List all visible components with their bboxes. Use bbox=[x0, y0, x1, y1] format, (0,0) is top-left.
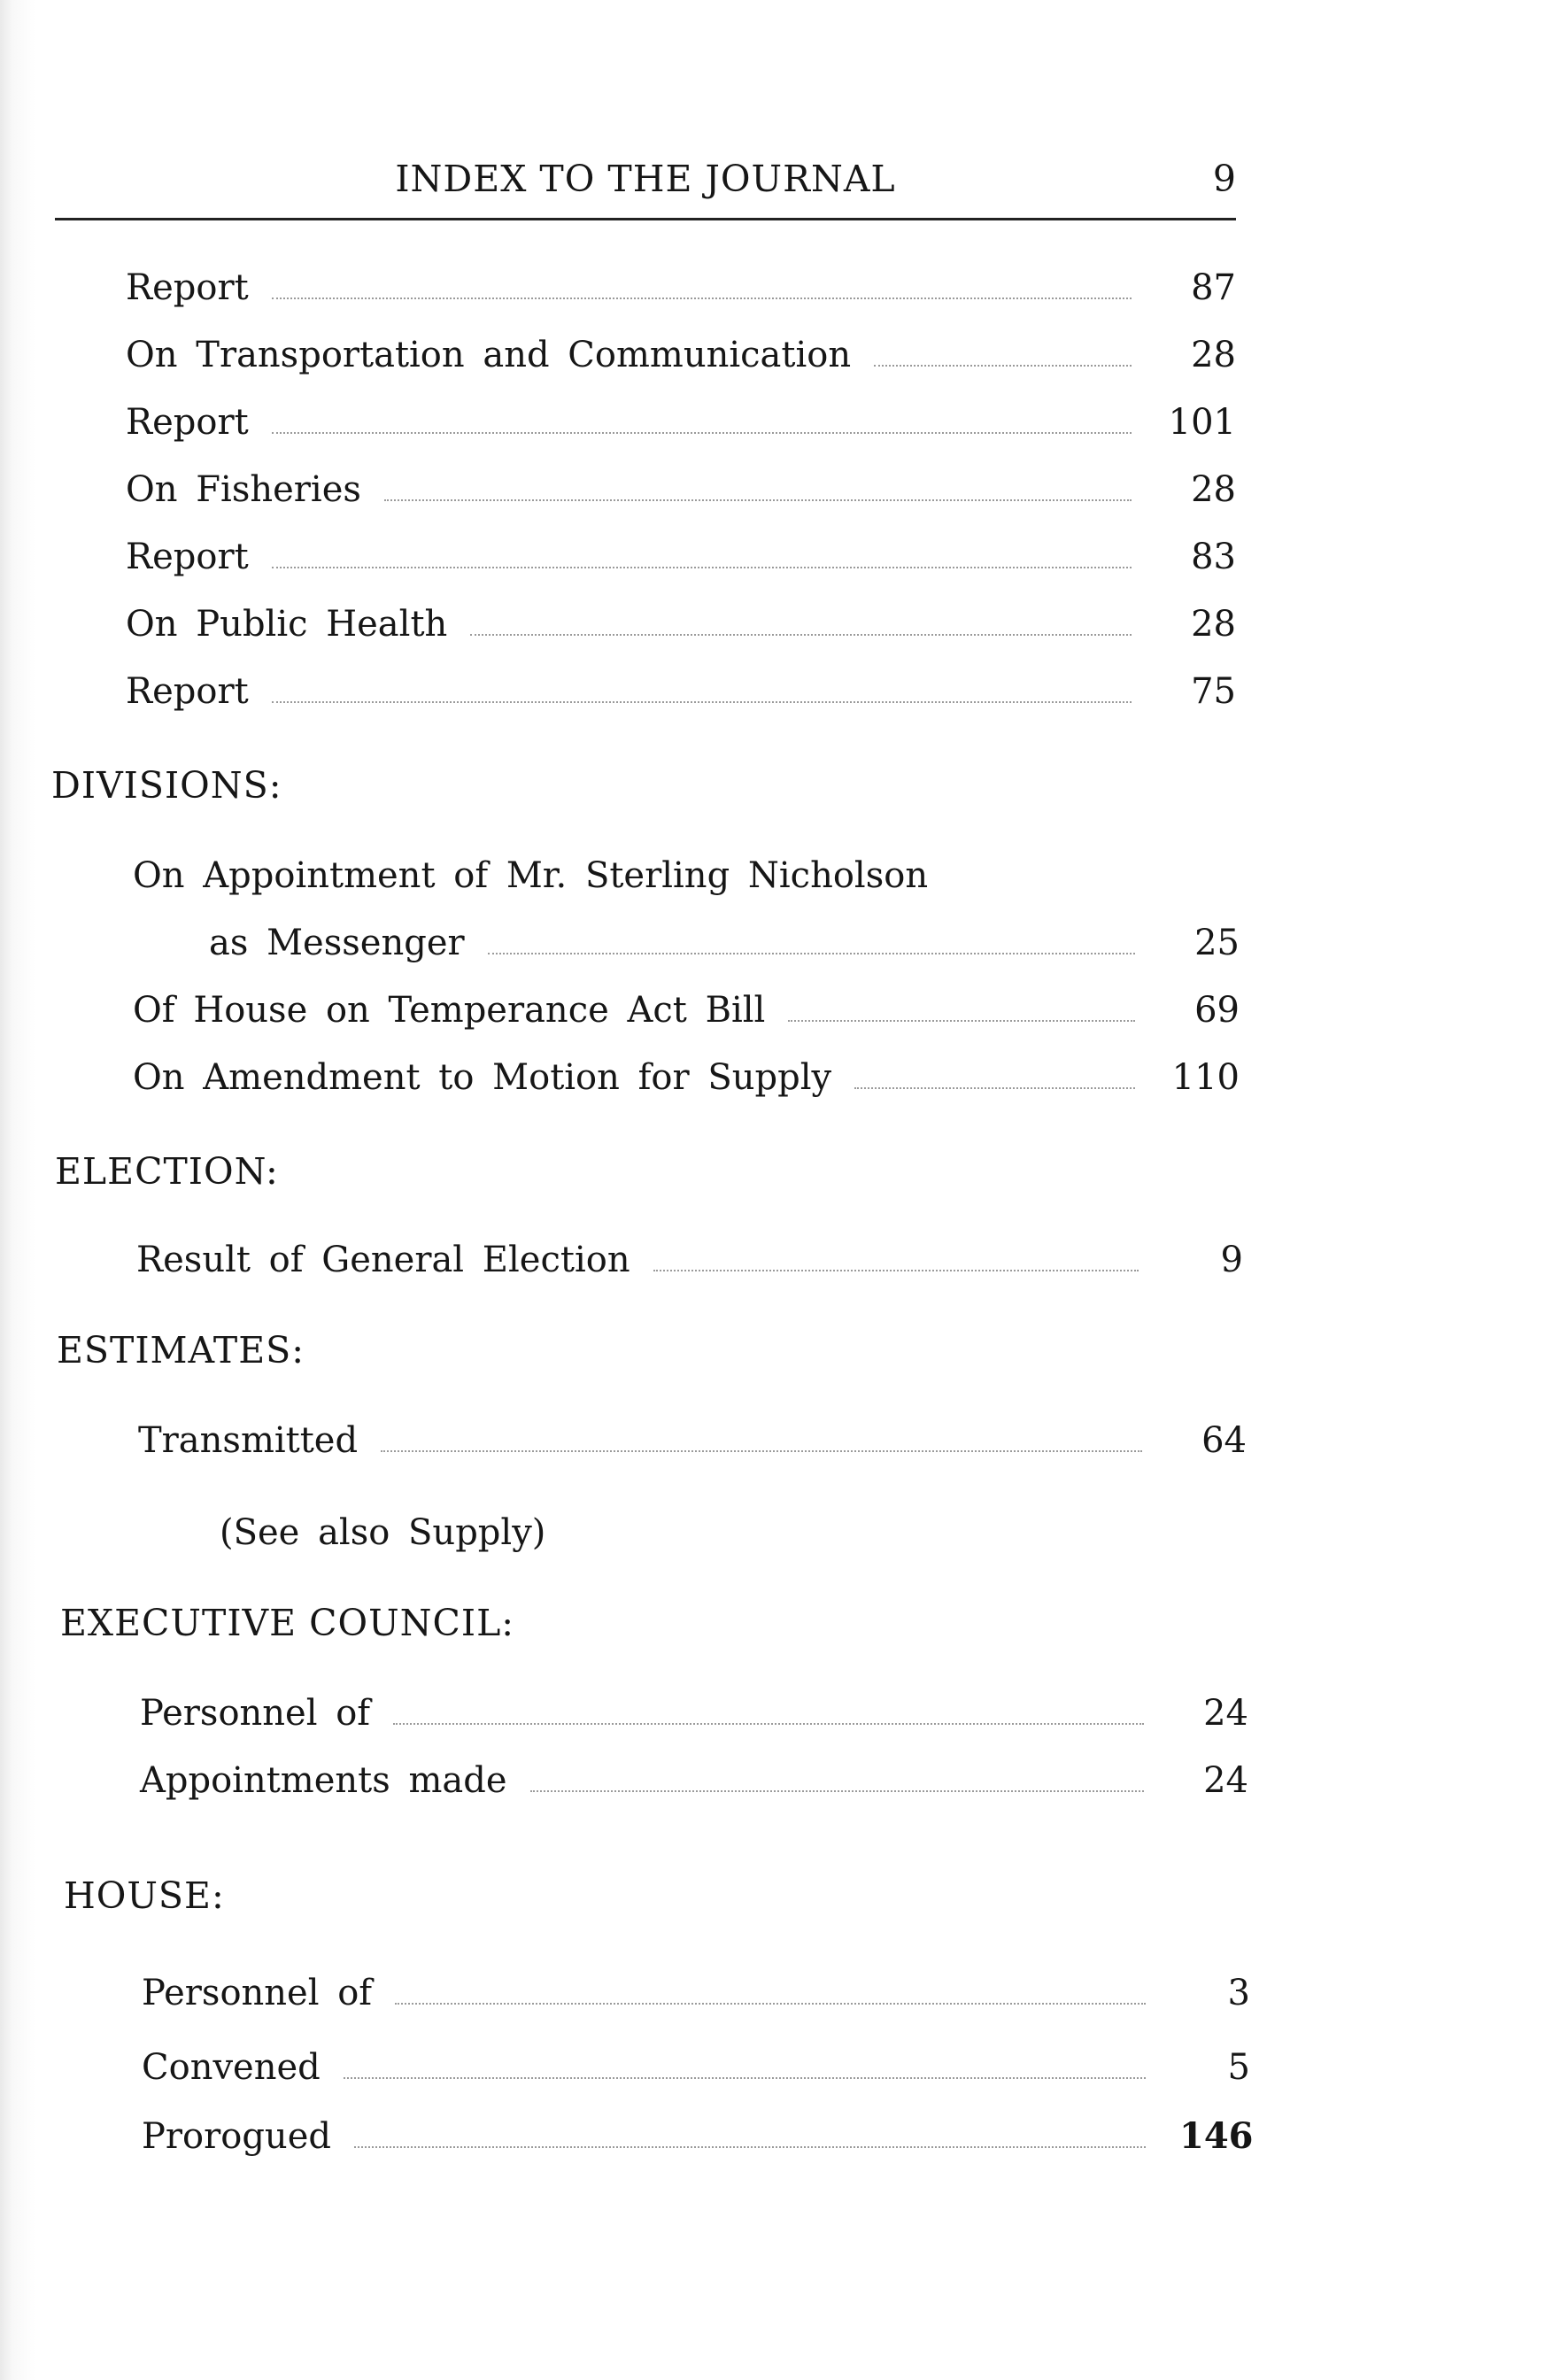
index-entry bbox=[142, 2114, 1254, 2159]
entry-label: Report bbox=[126, 267, 249, 308]
dot-leader bbox=[470, 632, 1132, 636]
index-entry bbox=[136, 1238, 1243, 1282]
section-heading-election: ELECTION: bbox=[55, 1150, 279, 1193]
dot-leader bbox=[874, 363, 1132, 367]
entry-label: Of House on Temperance Act Bill bbox=[133, 990, 766, 1031]
see-also-note: (See also Supply) bbox=[220, 1512, 546, 1553]
index-entry bbox=[133, 1055, 1240, 1100]
entry-label: Report bbox=[126, 402, 249, 443]
entry-page: 69 bbox=[1194, 990, 1240, 1031]
entry-label: On Fisheries bbox=[126, 469, 361, 510]
entry-page: 24 bbox=[1203, 1760, 1248, 1801]
entry-page: 5 bbox=[1227, 2047, 1250, 2088]
page-number: 9 bbox=[1212, 158, 1236, 200]
index-entry bbox=[133, 988, 1240, 1032]
entry-label: as Messenger bbox=[209, 923, 465, 963]
entry-page: 64 bbox=[1201, 1420, 1247, 1461]
section-heading-house: HOUSE: bbox=[64, 1874, 225, 1917]
dot-leader bbox=[653, 1268, 1139, 1271]
entry-page: 28 bbox=[1191, 469, 1236, 510]
section-heading-divisions: DIVISIONS: bbox=[51, 764, 282, 807]
dot-leader bbox=[488, 951, 1135, 954]
running-head bbox=[55, 158, 1236, 204]
entry-label: Result of General Election bbox=[136, 1240, 630, 1280]
entry-label: Transmitted bbox=[138, 1420, 359, 1461]
dot-leader bbox=[530, 1789, 1144, 1792]
dot-leader bbox=[272, 565, 1132, 568]
entry-page: 24 bbox=[1203, 1693, 1248, 1734]
entry-label: On Amendment to Motion for Supply bbox=[133, 1057, 832, 1098]
index-entry bbox=[126, 535, 1236, 579]
dot-leader bbox=[272, 430, 1132, 434]
entry-label: Personnel of bbox=[142, 1973, 373, 2013]
dot-leader bbox=[393, 1721, 1144, 1725]
entry-page: 9 bbox=[1220, 1240, 1243, 1280]
entry-label: On Transportation and Communication bbox=[126, 335, 852, 375]
index-entry bbox=[126, 400, 1236, 444]
entry-page: 146 bbox=[1179, 2115, 1254, 2157]
index-entry bbox=[126, 333, 1236, 377]
index-entry bbox=[138, 1418, 1247, 1463]
dot-leader bbox=[788, 1018, 1135, 1022]
dot-leader bbox=[381, 1449, 1142, 1452]
header-rule bbox=[55, 218, 1236, 220]
entry-page: 3 bbox=[1227, 1973, 1250, 2013]
index-entry bbox=[142, 2045, 1250, 2090]
entry-page: 101 bbox=[1168, 402, 1236, 443]
index-entry bbox=[126, 468, 1236, 512]
dot-leader bbox=[272, 699, 1132, 703]
entry-label: Report bbox=[126, 537, 249, 577]
entry-label: Prorogued bbox=[142, 2116, 331, 2157]
index-entry bbox=[126, 266, 1236, 310]
section-heading-executive-council: EXECUTIVE COUNCIL: bbox=[60, 1602, 515, 1644]
dot-leader bbox=[854, 1086, 1135, 1089]
dot-leader bbox=[344, 2075, 1146, 2079]
dot-leader bbox=[272, 296, 1132, 299]
index-entry bbox=[209, 921, 1240, 965]
dot-leader bbox=[354, 2144, 1146, 2148]
entry-page: 83 bbox=[1191, 537, 1236, 577]
entry-page: 28 bbox=[1191, 604, 1236, 645]
section-heading-estimates: ESTIMATES: bbox=[57, 1329, 305, 1372]
entry-first-line: On Appointment of Mr. Sterling Nicholson bbox=[133, 855, 929, 896]
entry-label: Appointments made bbox=[140, 1760, 507, 1801]
index-entry bbox=[140, 1758, 1248, 1803]
entry-label: On Public Health bbox=[126, 604, 448, 645]
entry-page: 25 bbox=[1194, 923, 1240, 963]
index-entry bbox=[126, 669, 1236, 714]
entry-page: 75 bbox=[1191, 671, 1236, 712]
entry-label: Report bbox=[126, 671, 249, 712]
dot-leader bbox=[395, 2001, 1146, 2005]
entry-page: 110 bbox=[1171, 1057, 1240, 1098]
running-title: INDEX TO THE JOURNAL bbox=[395, 158, 896, 200]
index-entry bbox=[126, 602, 1236, 646]
index-entry bbox=[142, 1971, 1250, 2015]
entry-label: Convened bbox=[142, 2047, 321, 2088]
entry-page: 87 bbox=[1191, 267, 1236, 308]
entry-page: 28 bbox=[1191, 335, 1236, 375]
entry-label: Personnel of bbox=[140, 1693, 371, 1734]
dot-leader bbox=[384, 498, 1132, 501]
index-entry bbox=[140, 1691, 1248, 1735]
